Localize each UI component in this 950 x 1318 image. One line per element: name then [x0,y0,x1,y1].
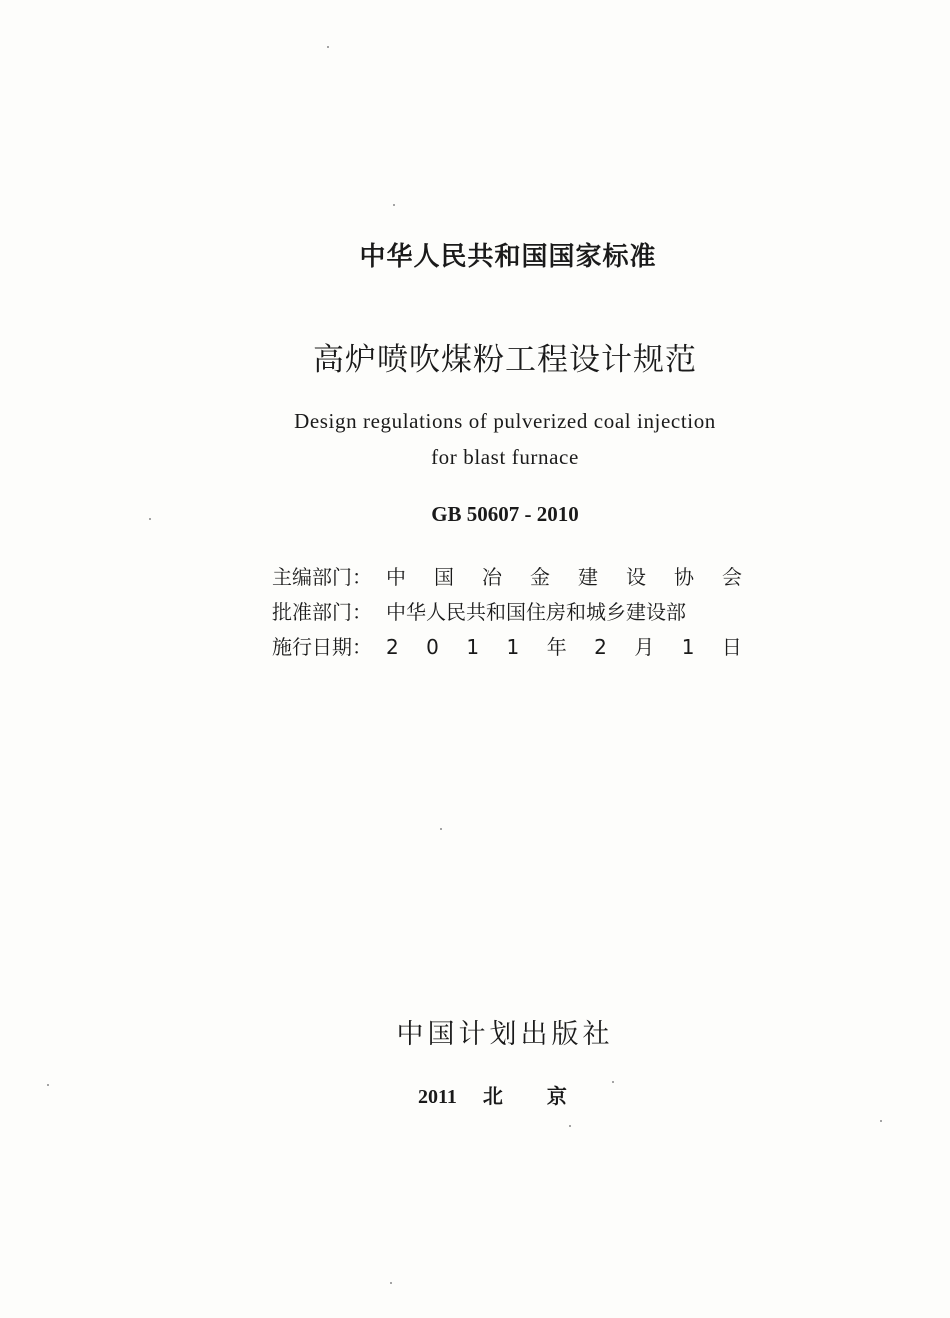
editor-char: 设 [626,565,646,589]
title-chinese: 高炉喷吹煤粉工程设计规范 [313,342,697,378]
publication-year: 2011 [418,1086,457,1108]
scan-speck [880,1120,882,1122]
publication-city-char: 北 [482,1086,503,1108]
title-english-line-1: Design regulations of pulverized coal injection [294,409,716,433]
date-char: 1 [506,635,520,659]
info-block [272,560,742,665]
scan-speck [393,204,395,206]
standard-type: 中华人民共和国国家标准 [359,242,657,272]
scan-speck [612,1081,614,1083]
scan-speck [440,828,442,830]
title-english [30,403,950,475]
date-char: 1 [681,635,695,659]
editor-char: 冶 [482,565,502,589]
date-char: 月 [634,635,655,659]
editor-value [386,560,742,595]
editor-char: 国 [434,565,454,589]
scan-speck [149,518,151,520]
approver-row [272,595,742,630]
publication-line [418,1080,567,1109]
editor-char: 建 [578,565,598,589]
title-english-line-2: for blast furnace [431,445,579,469]
standard-code: GB 50607 - 2010 [431,502,579,526]
date-char: 2 [594,635,607,659]
publication-city-char: 京 [546,1086,567,1108]
scan-speck [569,1125,571,1127]
scan-speck [390,1282,392,1284]
date-char: 2 [386,635,399,659]
date-row [272,630,742,665]
date-label: 施行日期： [272,635,372,659]
scan-speck [327,46,329,48]
date-char: 年 [546,635,567,659]
approver-label: 批准部门： [272,600,372,624]
date-char: 0 [426,635,439,659]
date-char: 1 [466,635,480,659]
editor-row [272,560,742,595]
editor-char: 协 [674,565,694,589]
editor-label: 主编部门： [272,565,372,589]
publisher-name: 中国计划出版社 [396,1019,614,1050]
editor-char: 会 [722,565,742,589]
editor-char: 中 [386,565,406,589]
approver-value: 中华人民共和国住房和城乡建设部 [386,600,686,624]
date-char: 日 [721,635,742,659]
date-value [386,630,742,665]
scan-speck [47,1084,49,1086]
editor-char: 金 [530,565,550,589]
